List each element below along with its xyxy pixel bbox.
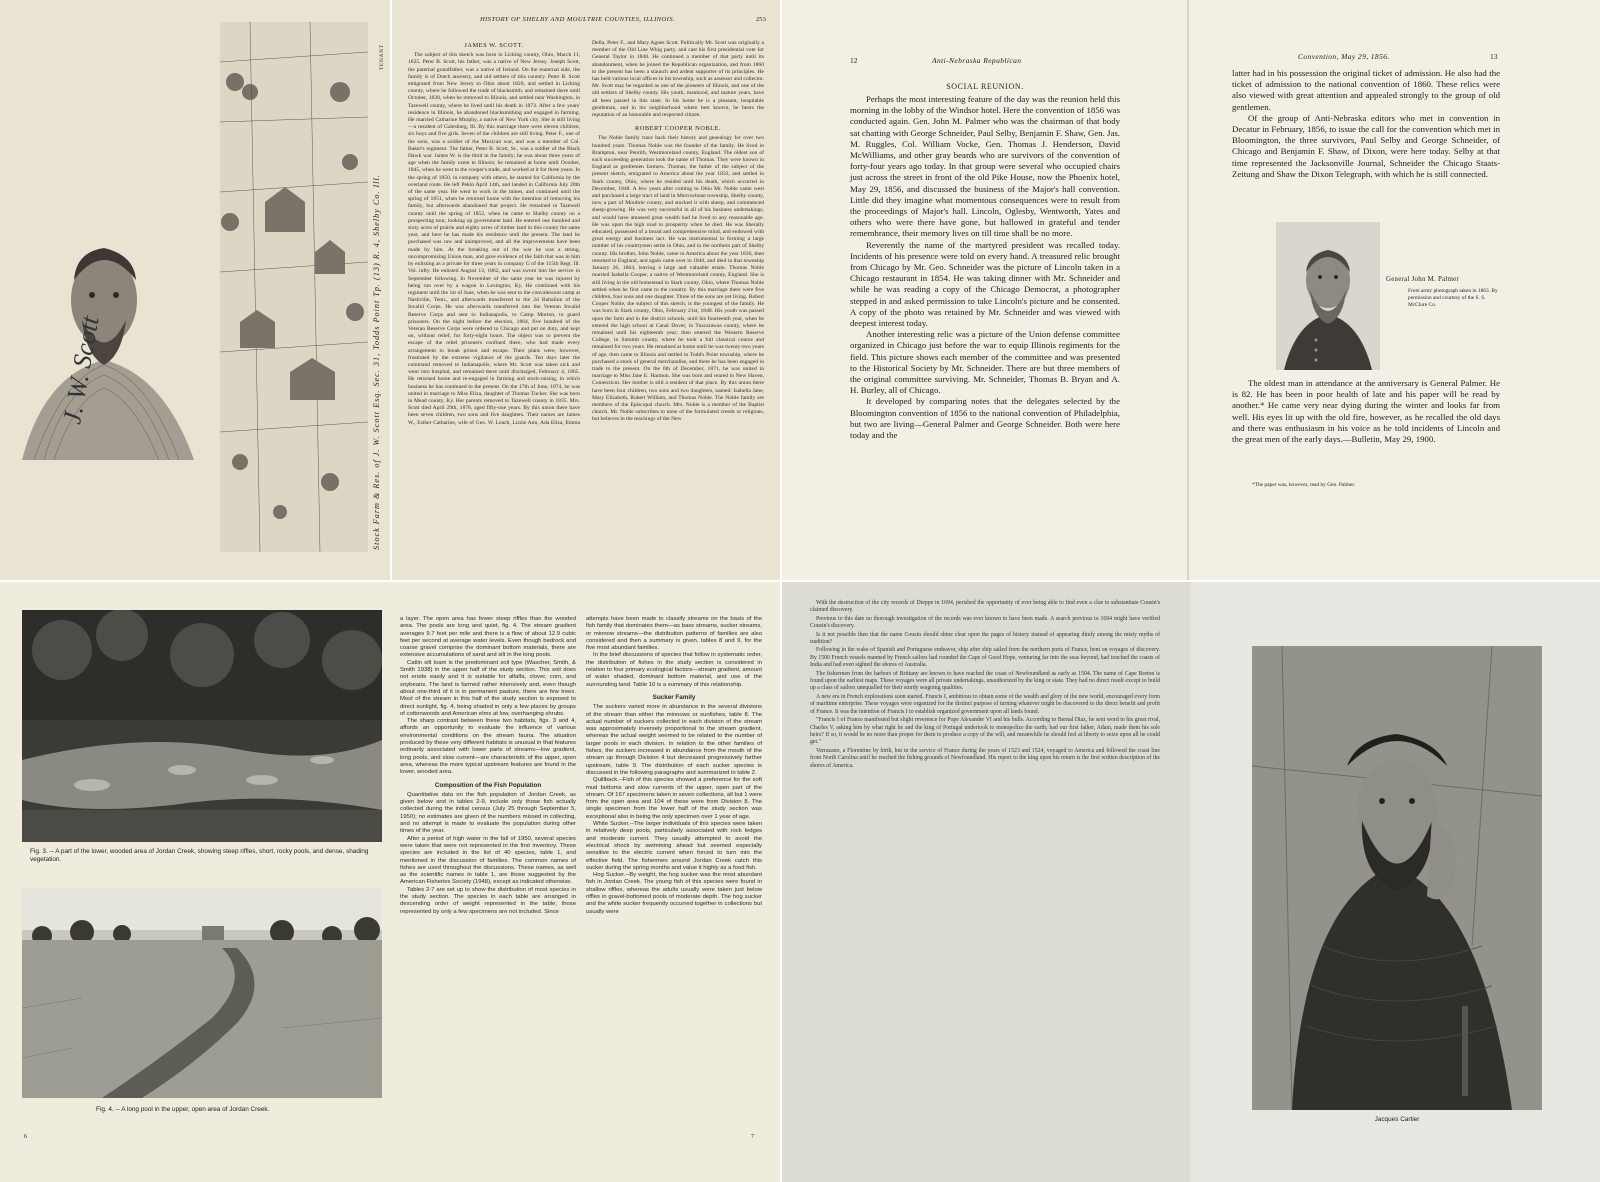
p-2: Previous to this date no thorough investigation of the records was ever known to have been made. A search previous to 1694 might have verified Cousin's discovery. xyxy=(810,615,1160,630)
biography-text xyxy=(408,40,764,570)
page-number-7: 7 xyxy=(751,1134,754,1140)
portrait-jacques-cartier xyxy=(1252,646,1542,1110)
spread-shelby-history xyxy=(0,0,780,580)
col1-p5: After a period of high water in the fall of 1950, several species were taken that were not represented in the first inventory. These species are included in the list of 40 species, table 1, and mentioned in the discussion of families. The common names of fishes are used throughout the discussions. These names, as well as the scientific names in table 1, are those suggested by the American Fisheries Society (1948), except as indicated otherwise. xyxy=(400,835,576,886)
col2-p3: The suckers varied more in abundance in the several divisions of the stream than either the minnows or sunfishes, table 8. The actual number of suckers collected in each division of the stream was approximately inversely proportional to the stream gradient, whereas the actual weight seemed to be related to the number of larger pools in each division. In relation to the other families of fishes, the suckers increased in abundance from the mouth of the stream up through Division 4 but decreased progressively farther upstream, table 9. The distribution of each sucker species is discussed in the following paragraphs and summarized in table 2. xyxy=(586,704,762,776)
portrait-caption: Jacques Cartier xyxy=(1374,1116,1420,1123)
bio-text-scott: The subject of this sketch was born in Licking county, Ohio, March 11, 1825. Peter B. Scott, his father, was a native of New Jersey. Joseph Scott, the paternal grandfather, was a native of Ireland. On the maternal side, the family is of Dutch ancestry, and old settlers of this country. Peter B. Scott emigrated from New Jersey to Ohio about 1820, and settled in Licking county, where he followed the trade of blacksmith, and remained there until October, 1828, when he removed to Illinois, and settled near Washington, in Tazewell county, where he lived until his death in 1873. After a few years' residence in Illinois, he abandoned blacksmithing and engaged in farming. He married Catharine Murphy, a native of New York city. She is still living—a resident of Galesburg, Ill. By this marriage there were eleven children, six boys and five girls. Seven of the children are still living. Peter F., one of the sons, was a soldier of the Mexican war, and was a member of Col. Baker's regiment. The father, Peter B. Scott, Sr., was a soldier of the Black Hawk war. James W. is the third in the family; he was about three years of age when the family came to Illinois; he remained at home until October, 1845, when he went to the cooper's trade, and worked at it for three years. In the spring of 1850, in company with others, he started for California by the overland route. He left Pekin April 14th, and landed in California July 28th of the same year. He went to work in the mines, and continued until the spring of 1851, when he returned home with the intention of removing his family, but afterwards abandoned that project. He remained in Tazewell county until the spring of 1852, when he came to Shelby county on a prospecting tour, looking up government land. He entered one hundred and sixty acres of prairie and eighty acres of timber land in this county the same year, and here he has made his residence until the present. The land he purchased was raw and unimproved, and all the improvements have been made by him. At the breaking out of the war he was a strong, uncompromising Union man, and gave evidence of the faith that was in him by enlisting as a private for three years in company G of the 115th Regt. Ill. Vol. infty. He enlisted August 13, 1862, and was sworn into the service in September following. In November of the same year he was injured by being run over by a wagon in Lexington, Ky. He continued with his regiment until the 1st of June, when he was sent to the convalescent camp at Nashville, Tenn., and afterwards transferred to the 2d Battalion of the Invalid Corps. He was afterwards transferred into the Veteran Invalid Reserve Corps and sent to Indianapolis, to Camp Morton, to guard prisoners. On the night before the election, 1864, five hundred of the Veteran Reserve Corps were ordered to Chicago and put on duty, and kept on, without relief, for forty-eight hours. The object was to prevent the escape of the rebel prisoners confined there, who had made every arrangement to break prison and escape. Their plans were, however, frustrated by the extreme vigilance of the guards. Ten days later the command removed to Indianapolis, where Mr. Scott was taken sick and went into hospital, and remained there until discharged, February 4, 1865. He returned home and re-engaged in farming and stock-raising, in which business he has continued to the present. On the 17th of June, 1874, he was united in marriage to Miss Eliza, daughter of Thomas Tucker. She was born in Mead county, Ky. Her parents removed to Tazewell county in 1835. Mrs. Scott died April 29th, 1878, aged fifty-one years. By this union there have been seven children, two sons and five daughters. Their names are James W., Esther Catharine, wife of Geo. W. Leach, Lizzie Ann, Ada Eliza, Emma Della, Peter F., and Mary Agnes Scott. Politically Mr. Scott was originally a member of the Old Line Whig party, and cast his first presidential vote for General Taylor in 1848. He continued a member of that party until its abandonment, when he joined the Republican organization, and from 1860 to the present has been a staunch and ardent supporter of its principles. He has held various local offices in his township, such as assessor and collector. Mr. Scott may be regarded as one of the pioneers of Illinois, and one of the old settlers of Shelby county. His youth, manhood, and mature years, have all been passed in this state. In his home he is a pleasant, hospitable gentleman, and in his neighborhood where best known, he bears the reputation of an honorable and respected citizen. xyxy=(408,40,764,426)
bio-title-scott: JAMES W. SCOTT. xyxy=(464,42,524,49)
running-head-left: Anti-Nebraska Republican xyxy=(932,56,1022,65)
spread-cartier xyxy=(782,582,1600,1182)
plate-page xyxy=(0,0,390,580)
col2-p2: In the brief discussions of species that follow in systematic order, the distribution of fishes in the study section is considered in relation to four primary ecological factors—stream gradient, amount of water shaded, dominant bottom material, and use of the surrounding land. Table 10 is a summary of this relationship. xyxy=(586,652,762,688)
portrait-palmer xyxy=(1276,222,1380,370)
svg-text:J. W. Scott: J. W. Scott xyxy=(57,313,105,427)
page-6 xyxy=(0,582,390,1182)
page-number-6: 6 xyxy=(24,1134,27,1140)
p-5: The fishermen from the harbors of Brittany are known to have reached the coast of Newfoundland as early as 1504. The name of Cape Breton is found upon the earliest maps. These voyages were all private undertakings, unauthorized by the king or state. They had no direct result except to build up a class of sailors unequalled for their sturdy seagoing qualities. xyxy=(810,670,1160,692)
p-6: A new era in French explorations soon started. Francis I, ambitious to obtain some of the wealth and glory of the new world, encouraged every form of maritime enterprise. These voyages were organized for the distinct purpose of turning whatever might be discovered to the direct benefit and profit of France. It was the intention of Francis I to establish organized government upon all lands found. xyxy=(810,693,1160,715)
col2-p1: attempts have been made to classify streams on the basis of the fish family that dominates them—as bass streams, sucker streams, or minnow streams—the distribution patterns of families are also considered and then a summary is given, tables 8 and 9, for the five most abundant families. xyxy=(586,616,762,652)
plate-caption: Stock Farm & Res. of J. W. Scott Esq. Sec. 31, Todds Point Tp. (13) R. 4, Shelby Co. Ill. xyxy=(372,174,381,550)
page-number-13: 13 xyxy=(1490,52,1498,61)
heading-sucker-family: Sucker Family xyxy=(652,693,696,701)
footnote: *The paper was, however, read by Gen. Palmer. xyxy=(1252,482,1356,488)
col-1 xyxy=(400,616,576,916)
col1-p3: The sharp contrast between these two habitats, figs. 3 and 4, affords an opportunity to evaluate the influence of various environmental conditions on the stream fauna. The situation produced by these very different habitats is unusual in that features ordinarily associated with lower parts of streams—low gradient, long pools, and slow current—are characteristic of the upper, open area, whereas the more typical upstream features are found in the lower, wooded area. xyxy=(400,718,576,776)
p-4: Following in the wake of Spanish and Portuguese endeavor, ship after ship sailed from the northern ports of France, bent on voyages of discovery. By 1500 French vessels manned by French sailors had rounded the Cape of Good Hope, venturing far into the seas beyond, had touched the coasts of India and had even sighted the shores of Australia. xyxy=(810,647,1160,669)
gutter xyxy=(1187,0,1189,580)
page-portrait xyxy=(1192,582,1600,1182)
col1-p1: a layer. The open area has fewer steep riffles than the wooded area. The pools are long and quiet, fig. 4. The stream gradient averages 9.7 feet per mile and there is a flow of about 12.9 cubic feet per second at average water levels. Even though bedrock and coarse gravel comprise the dominant bottom materials, there are extensive accumulations of sand and silt in the long pools. xyxy=(400,616,576,659)
col1-p6: Tables 2-7 are set up to show the distribution of most species in the study section. The species in each table are arranged in descending order of weight represented in the table; those represented by only a few specimens are not included. Since xyxy=(400,886,576,915)
fig3-caption: Fig. 3. -- A part of the lower, wooded area of Jordan Creek, showing steep riffles, short, rocky pools, and dense, shading vegetation. xyxy=(30,848,369,863)
spread-anti-nebraska xyxy=(782,0,1600,580)
portrait-credit: From army photograph taken in 1863. By permission and courtesy of the S. S. McClure Co. xyxy=(1408,288,1498,308)
para-5: latter had in his possession the original ticket of admission. He also had the ticket of admission to the national convention of 1860. These relics were also viewed with great attention and appealed strongly to the group of old gentlemen. xyxy=(1232,68,1500,112)
page-text xyxy=(782,582,1190,1182)
biography-page xyxy=(392,0,780,580)
para-7: The oldest man in attendance at the anniversary is General Palmer. He is 82. He has been in poor health of late and his paper will be read by another.* He came very near dying during the winter and looks far from well. His eyes lit up with the old fire, however, as he recalled the old days and there was enthusiasm in his voice as he told incidents of Lincoln and the great men of the early days.—Bulletin, May 29, 1900. xyxy=(1232,378,1500,445)
p-8: Verrazano, a Florentine by birth, but in the service of France during the years of 1523 and 1524, voyaged to America and followed the coast line from North Carolina until he reached the fishing grounds of Newfoundland. His report to the king upon his return is the first written description of the shores of America. xyxy=(810,747,1160,769)
p-7: "Francis I of France manifested but slight reverence for Pope Alexander VI and his bulls. According to Bernal Diaz, he sent word to his great rival, Charles V, asking him by what right he and the king of Portugal undertook to monopolize the earth; had our first father, Adam, made them his sole heirs? If so, it would be no more than proper for them to produce a copy of the will, and meanwhile he should feel at liberty to seize upon all he could get." xyxy=(810,717,1160,746)
section-title: SOCIAL REUNION. xyxy=(946,82,1024,91)
para-2: Reverently the name of the martyred president was recalled today. Incidents of his presence were told on every hand. A treasured relic brought from Chicago by Mr. Geo. Schneider was the picture of Lincoln taken in a Chicago restaurant in 1854. He was taking dinner with Mr. Schneider and while he was reading a copy of the Chicago Democrat, a photographer stepped in and asked permission to take Lincoln's picture and he consented. A copy of the photo was retained by Mr. Schneider and was viewed with deepest interest today. xyxy=(850,239,1120,329)
page-12 xyxy=(782,0,1187,580)
spread-jordan-creek xyxy=(0,582,780,1182)
page-number-12: 12 xyxy=(850,56,858,65)
cartier-text xyxy=(810,600,1160,771)
p-1: With the destruction of the city records of Dieppe in 1694, perished the opportunity of ever being able to find even a clue to substantiate Cousin's claimed discovery. xyxy=(810,600,1160,614)
p-3: Is it not possible then that the name Cousin should shine clear upon the pages of history instead of appearing dimly among the misty myths of tradition? xyxy=(810,631,1160,646)
col-2 xyxy=(586,616,762,916)
portrait-engraving-scott xyxy=(4,160,209,460)
page-13 xyxy=(1190,0,1600,580)
reunion-text xyxy=(850,94,1120,441)
heading-fish-population: Composition of the Fish Population xyxy=(434,781,542,789)
fig4-caption: Fig. 4. -- A long pool in the upper, open area of Jordan Creek. xyxy=(96,1106,270,1113)
col2-p4: Quillback.--Fish of this species showed a preference for the soft mud bottoms and slow currents of the upper, open part of the stream. Of 167 specimens taken in seven collections, all but 1 were from the open area and 104 of these were from Division 8. The single specimen from the lower half of the study section was exceptional also in being the only specimen over 1 year of age. xyxy=(586,777,762,820)
col1-p4: Quantitative data on the fish population of Jordan Creek, as given below and in tables 2-9, include only those fish actually collected during the initial census (July 25 through September 5, 1950); no estimates are given of the numbers missed in collecting, and no attempt is made to evaluate the population during other times of the year. xyxy=(400,791,576,835)
para-4: It developed by comparing notes that the delegates selected by the Bloomington convention of 1856 to the national convention of Philadelphia, but two are living—General Palmer and George Schneider. Both were here today and the xyxy=(850,396,1120,441)
col1-p2: Catlin silt loam is the predominant soil type (Wascher, Smith, & Smith 1938) in the upper half of the study section. This soil does not erode easily and it is suitable for alfalfa, clover, corn, and soybeans. The land is farmed rather intensively and, even though about one-third of it is in permanent pasture, there are few trees. Most of the stream in this half of the study section is exposed to direct sunlight, fig. 4, being shaded in only a few places by groups of cottonwoods and American elms at low, overhanging shrubs. xyxy=(400,659,576,717)
page-7-text xyxy=(396,582,780,1182)
farm-landscape-engraving xyxy=(220,22,368,552)
para-6: Of the group of Anti-Nebraska editors who met in convention in Decatur in February, 1856, to issue the call for the convention which met in Bloomington, the three survivors, Paul Selby and George Schneider, of Chicago and Benjamin F. Shaw, of Dixon, were here today. Selby at that time represented the Jacksonville Journal, Schneider the Chicago Staats-Zeitung and Shaw the Dixon Telegraph, with which he is still connected. xyxy=(1232,112,1500,179)
fig4-open-creek-photo xyxy=(22,888,382,1098)
reunion-text-cont xyxy=(1232,68,1500,180)
col2-p5: White Sucker.--The larger individuals of this species were taken in relatively deep pools, particularly associated with rock ledges and moderate current. They usually attempted to avoid the electrical shock by swimming ahead but seemed especially sensitive to the electric current when forced to turn into the effective field. The fishermen around Jordan Creek catch this sucker during the spring months and value it highly as a food fish. xyxy=(586,821,762,871)
running-head-right: Convention, May 29, 1856. xyxy=(1298,52,1390,61)
para-1: Perhaps the most interesting feature of the day was the reunion held this morning in the lobby of the Windsor hotel. Here the convention of 1856 was conducted again. Gen. John M. Palmer who was the chairman of that body sat chatting with George Schneider, Paul Selby, Benjamin F. Shaw, Gen. Jas. M. Ruggles, Col. William Vocke, Gen. Thomas J. Henderson, David McWilliams, and other gray beards who are survivors of the convention of forty-four years ago today. In that group were several who occupied chairs just across the street in front of the old Pike House, now the Phoenix hotel, May 29, 1856, and discussed the business of the Major's hall convention. Little did they imagine what momentous consequences were to result from the proceedings of Major's hall. Lincoln, Oglesby, Wentworth, Yates and others who were there have gone, but hallowed in grateful and tender remembrance, their memory lives on till time shall be no more. xyxy=(850,94,1120,239)
para-3: Another interesting relic was a picture of the Union defense committee organized in Chicago just before the war to equip Illinois regiments for the field. This picture shows each member of the committee and was presented to the Historical Society by Mr. Schneider. There are but three members of the original committee surviving. Mr. Schneider, Thomas B. Bryan and A. H. Burley, all of Chicago. xyxy=(850,329,1120,396)
page-number: 253 xyxy=(756,16,766,23)
running-head: HISTORY OF SHELBY AND MOULTRIE COUNTIES, ILLINOIS. xyxy=(480,16,675,23)
reunion-text-end xyxy=(1232,378,1500,445)
portrait-name: General John M. Palmer xyxy=(1386,276,1460,283)
bio-title-noble: ROBERT COOPER NOBLE. xyxy=(634,125,722,133)
fig3-wooded-creek-photo xyxy=(22,610,382,842)
tenant-label: TENANT xyxy=(380,44,385,70)
col2-p6: Hog Sucker.--By weight, the hog sucker was the most abundant fish in Jordan Creek. The young fish of this species were found in shallow riffles, whereas the adults usually were taken just below riffles in gravel-bottomed pools of moderate depth. The hog sucker and the white sucker frequently occurred together in collections but usually were xyxy=(586,872,762,915)
bio-text-noble: The Noble family trace back their history and genealogy for over two hundred years. Thomas Noble was the founder of the family. He lived in Brampton, near Penrith, Westmoreland county, England. The oldest son of each succeeding generation took the name of Thomas. They were known in England as gentlemen farmers. Thomas, the father of the subject of the present sketch, emigrated to America about the year 1833, and settled in Stark county, Ohio, where he resided until his death, which occurred in December, 1848. A few years after coming to Ohio Mr. Noble came west and purchased a large tract of land in Merrowbone township, Shelby county, now a part of Moultrie county, and stocked it with sheep, and commenced sheep-growing. He was very successful in all of his business undertakings, and would have amassed great wealth had he lived to any reasonable age. He was upon the high road to prosperity when he died. He was liberally educated, possessed of a broad and comprehensive mind, and endowed with great energy and business tact. He was instrumental in forming a large number of his countrymen settle in Ohio, and in the northern part of Shelby county. His brother, John Noble, came to America about the year 1830, then returned to England, and again came over in 1840, and died in that township January 26, 1864, leaving a large and valuable estate. Thomas Noble married Isabella Cooper, a native of Westmoreland county, England. She is still living in the old homestead in Stark county, Ohio, where Thomas Noble settled when he first came to the country. By this marriage there were five children, four sons and one daughter. Three of the sons are yet living. Robert Cooper Noble, the subject of this sketch, is the youngest of the family. He was born in Stark county, Ohio, February 21st, 1848. His youth was passed upon the farm and in the district schools, until his fourteenth year, when he entered the high school at Canal Dover, in Tuscarawas county, where he remained until his eighteenth year; then entered the Western Reserve College, in Summit county, where he took a full classical course and remained for two years. He remained at home until he was twenty-two years of age, then came to Illinois and settled in Todd's Point township, where he purchased a stock of general merchandise, and there he has been engaged in trade to the present. On the 6th of December, 1871, he was united in marriage to Miss Jane E. Harmon. She was born and reared in New Haven, Connecticut. Her mother is still a resident of that place. By this union there have been four children, two sons and two daughters, named: Isabella Jane, Mary Elizabeth, Robert William, and Thomas Noble. The Noble family are members of the Episcopal church. Mrs. Noble is a member of the Baptist church. Mr. Noble subscribes to none of the formulated creeds or religions, but believes in the teachings of the New xyxy=(592,135,764,423)
